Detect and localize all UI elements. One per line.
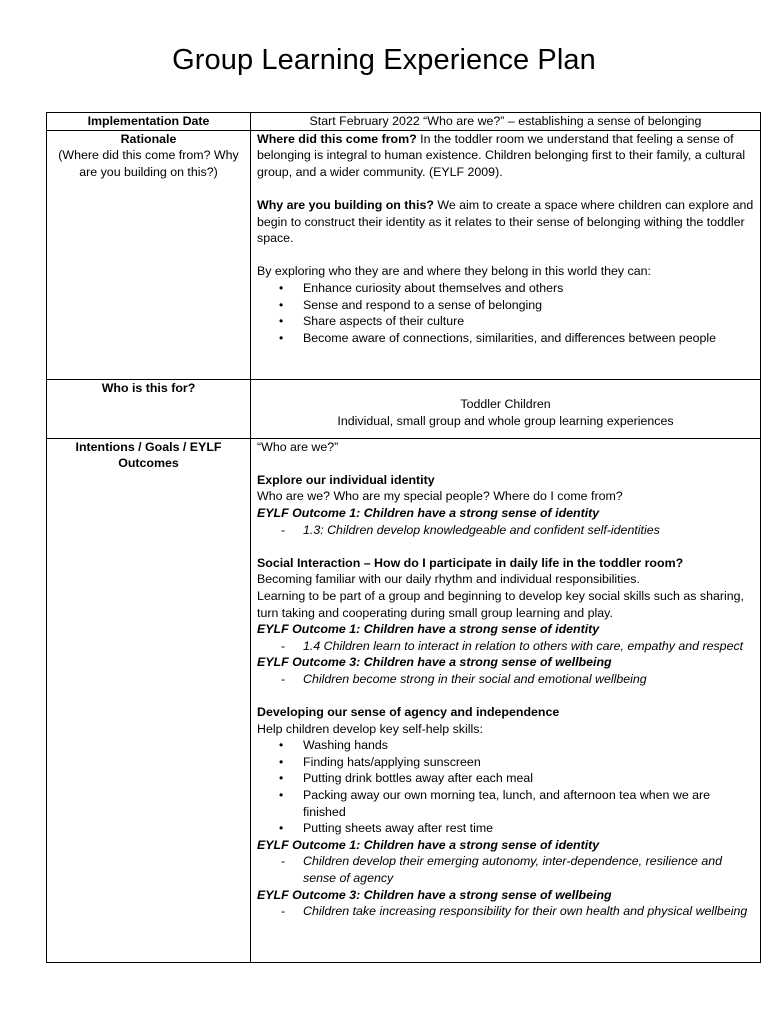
s2-outcome3: EYLF Outcome 3: Children have a strong sense of wellbeing: [257, 655, 612, 670]
s2-text2: Learning to be part of a group and beginning to develop key social skills such as sharing, turn taking and cooperating during small group learning and play.: [257, 588, 744, 620]
implementation-value: Start February 2022 “Who are we?” – establishing a sense of belonging: [251, 113, 761, 131]
rationale-label: Rationale: [120, 131, 177, 146]
audience-content: [251, 379, 761, 438]
list-item: - Children take increasing responsibility for their own health and physical wellbeing: [257, 903, 754, 920]
list-item: - Children develop their emerging autonomy, inter-dependence, resilience and sense of agency: [257, 853, 754, 886]
s1-heading: Explore our individual identity: [257, 472, 435, 487]
list-item: • Sense and respond to a sense of belonging: [257, 297, 754, 314]
s2-points3: [257, 671, 754, 688]
list-item: • Putting drink bottles away after each meal: [257, 770, 754, 787]
list-item: • Enhance curiosity about themselves and others: [257, 280, 754, 297]
s3-outcome1: EYLF Outcome 1: Children have a strong sense of identity: [257, 837, 600, 852]
s1-outcome: EYLF Outcome 1: Children have a strong sense of identity: [257, 505, 600, 520]
rationale-intro: By exploring who they are and where they belong in this world they can:: [257, 264, 651, 279]
rationale-label-cell: [47, 130, 251, 379]
plan-table: [46, 112, 761, 963]
rationale-q1-heading: Where did this come from?: [257, 131, 417, 146]
intentions-label: Intentions / Goals / EYLF Outcomes: [47, 438, 251, 962]
rationale-row: [47, 130, 761, 379]
audience-line2: Individual, small group and whole group learning experiences: [337, 413, 674, 428]
s1-points: [257, 522, 754, 539]
list-item: • Become aware of connections, similarities, and differences between people: [257, 330, 754, 347]
rationale-sublabel: (Where did this come from? Why are you building on this?): [58, 148, 239, 179]
rationale-q2-heading: Why are you building on this?: [257, 197, 434, 212]
s2-points1: [257, 638, 754, 655]
list-item: - Children become strong in their social and emotional wellbeing: [257, 671, 754, 688]
intentions-row: [47, 438, 761, 962]
rationale-q2: [257, 197, 754, 247]
list-item: • Washing hands: [257, 737, 754, 754]
s2-text1: Becoming familiar with our daily rhythm and individual responsibilities.: [257, 572, 640, 587]
s3-heading: Developing our sense of agency and independence: [257, 705, 560, 720]
s3-points3: [257, 903, 754, 920]
rationale-q2-text: We aim to create a space where children can explore and begin to construct their identity as it relates to their sense of belonging withing the toddler space.: [257, 197, 754, 246]
s3-outcome3: EYLF Outcome 3: Children have a strong sense of wellbeing: [257, 887, 612, 902]
intentions-content: [251, 438, 761, 962]
intentions-quote: “Who are we?”: [257, 439, 339, 454]
audience-label: Who is this for?: [47, 379, 251, 438]
rationale-bullets: [257, 280, 754, 346]
list-item: • Packing away our own morning tea, lunch, and afternoon tea when we are finished: [257, 787, 754, 820]
list-item: • Share aspects of their culture: [257, 313, 754, 330]
page-title: Group Learning Experience Plan: [172, 44, 596, 76]
implementation-row: [47, 113, 761, 131]
list-item: • Putting sheets away after rest time: [257, 820, 754, 837]
rationale-q1: [257, 131, 754, 181]
audience-line1: Toddler Children: [460, 397, 551, 412]
s3-points1: [257, 853, 754, 886]
implementation-label: Implementation Date: [47, 113, 251, 131]
s3-bullets: [257, 737, 754, 837]
list-item: - 1.4 Children learn to interact in relation to others with care, empathy and respect: [257, 638, 754, 655]
list-item: • Finding hats/applying sunscreen: [257, 754, 754, 771]
list-item: - 1.3: Children develop knowledgeable and confident self-identities: [257, 522, 754, 539]
s2-heading: Social Interaction – How do I participate in daily life in the toddler room?: [257, 555, 684, 570]
rationale-q1-text: In the toddler room we understand that feeling a sense of belonging is integral to human existence. Children belonging first to their family, a cultural group, and a wider community. (EYLF 2009).: [257, 131, 746, 179]
rationale-content: [251, 130, 761, 379]
audience-row: [47, 379, 761, 438]
s3-text: Help children develop key self-help skills:: [257, 721, 483, 736]
s1-text: Who are we? Who are my special people? Where do I come from?: [257, 489, 623, 504]
s2-outcome1: EYLF Outcome 1: Children have a strong sense of identity: [257, 622, 600, 637]
